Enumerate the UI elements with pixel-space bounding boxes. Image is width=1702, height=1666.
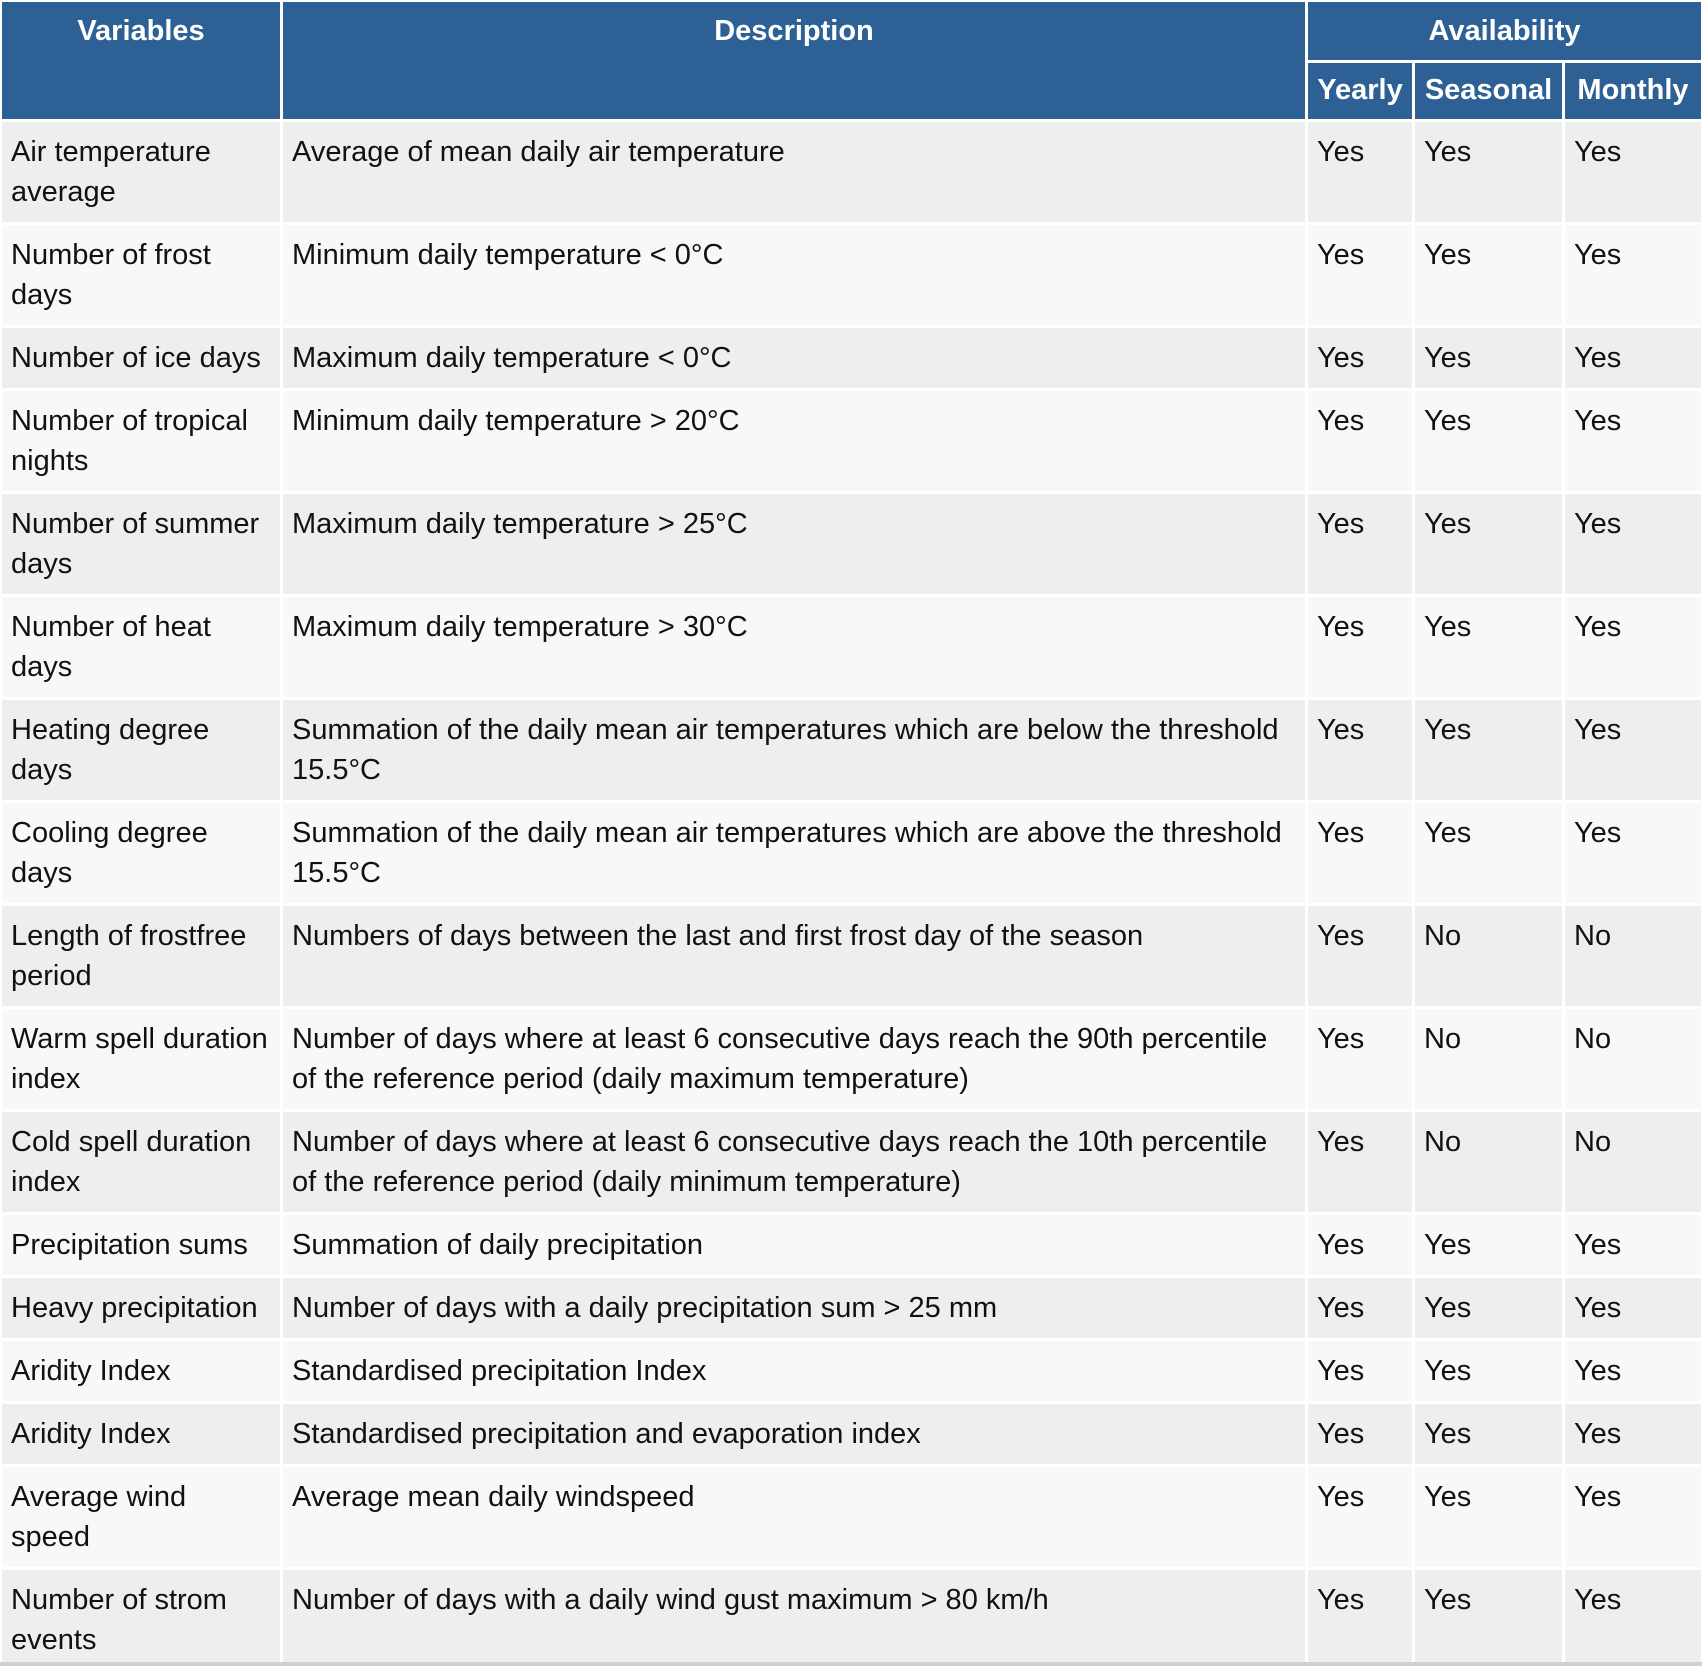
- cell-seasonal: Yes: [1415, 1404, 1562, 1464]
- cell-seasonal: Yes: [1415, 803, 1562, 903]
- header-yearly: Yearly: [1308, 63, 1412, 119]
- cell-description: Summation of daily precipitation: [283, 1215, 1305, 1275]
- cell-variable: Cooling degree days: [2, 803, 280, 903]
- cell-monthly: Yes: [1565, 1215, 1701, 1275]
- cell-yearly: Yes: [1308, 391, 1412, 491]
- table-row: [2, 803, 1701, 903]
- table-body: [2, 122, 1701, 1666]
- cell-yearly: Yes: [1308, 1467, 1412, 1567]
- cell-yearly: Yes: [1308, 1404, 1412, 1464]
- table-row: [2, 494, 1701, 594]
- cell-variable: Precipitation sums: [2, 1215, 280, 1275]
- table-row: [2, 391, 1701, 491]
- header-variables: Variables: [2, 2, 280, 119]
- cell-variable: Number of ice days: [2, 328, 280, 388]
- cell-description: Summation of the daily mean air temperatures which are above the threshold 15.5°C: [283, 803, 1305, 903]
- cell-yearly: Yes: [1308, 328, 1412, 388]
- cell-variable: Number of frost days: [2, 225, 280, 325]
- cell-description: Maximum daily temperature < 0°C: [283, 328, 1305, 388]
- cell-seasonal: Yes: [1415, 700, 1562, 800]
- header-seasonal: Seasonal: [1415, 63, 1562, 119]
- cell-seasonal: Yes: [1415, 1278, 1562, 1338]
- cell-monthly: Yes: [1565, 494, 1701, 594]
- cell-variable: Number of tropical nights: [2, 391, 280, 491]
- cell-seasonal: Yes: [1415, 494, 1562, 594]
- cell-seasonal: Yes: [1415, 328, 1562, 388]
- cell-variable: Warm spell duration index: [2, 1009, 280, 1109]
- cell-variable: Air temperature average: [2, 122, 280, 222]
- cell-seasonal: No: [1415, 1112, 1562, 1212]
- table-row: [2, 1467, 1701, 1567]
- header-availability: Availability: [1308, 2, 1701, 60]
- cell-variable: Heavy precipitation: [2, 1278, 280, 1338]
- cell-monthly: Yes: [1565, 122, 1701, 222]
- cell-variable: Heating degree days: [2, 700, 280, 800]
- table-row: [2, 122, 1701, 222]
- cell-seasonal: Yes: [1415, 225, 1562, 325]
- table-row: [2, 700, 1701, 800]
- cell-description: Number of days with a daily precipitation sum > 25 mm: [283, 1278, 1305, 1338]
- cell-yearly: Yes: [1308, 1009, 1412, 1109]
- table-row: [2, 1009, 1701, 1109]
- cell-variable: Average wind speed: [2, 1467, 280, 1567]
- cell-monthly: Yes: [1565, 1278, 1701, 1338]
- cell-yearly: Yes: [1308, 122, 1412, 222]
- cell-description: Standardised precipitation Index: [283, 1341, 1305, 1401]
- cell-yearly: Yes: [1308, 1112, 1412, 1212]
- cell-seasonal: Yes: [1415, 1215, 1562, 1275]
- cell-description: Standardised precipitation and evaporation index: [283, 1404, 1305, 1464]
- cell-yearly: Yes: [1308, 494, 1412, 594]
- cell-seasonal: Yes: [1415, 1570, 1562, 1666]
- cell-monthly: Yes: [1565, 803, 1701, 903]
- header-description: Description: [283, 2, 1305, 119]
- cell-description: Summation of the daily mean air temperatures which are below the threshold 15.5°C: [283, 700, 1305, 800]
- cell-yearly: Yes: [1308, 597, 1412, 697]
- header-monthly: Monthly: [1565, 63, 1701, 119]
- cell-variable: Cold spell duration index: [2, 1112, 280, 1212]
- cell-seasonal: No: [1415, 1009, 1562, 1109]
- cell-description: Maximum daily temperature > 25°C: [283, 494, 1305, 594]
- cell-monthly: Yes: [1565, 1467, 1701, 1567]
- cell-yearly: Yes: [1308, 225, 1412, 325]
- table-row: [2, 1215, 1701, 1275]
- table-row: [2, 328, 1701, 388]
- cell-monthly: Yes: [1565, 328, 1701, 388]
- cell-seasonal: Yes: [1415, 1467, 1562, 1567]
- cell-description: Numbers of days between the last and first frost day of the season: [283, 906, 1305, 1006]
- cell-variable: Aridity Index: [2, 1341, 280, 1401]
- cell-monthly: Yes: [1565, 1341, 1701, 1401]
- cell-seasonal: Yes: [1415, 1341, 1562, 1401]
- cell-yearly: Yes: [1308, 1570, 1412, 1666]
- table-header: [2, 2, 1701, 119]
- table-row: [2, 225, 1701, 325]
- table-row: [2, 597, 1701, 697]
- cell-description: Number of days where at least 6 consecutive days reach the 10th percentile of the reference period (daily minimum temperature): [283, 1112, 1305, 1212]
- table-row: [2, 1570, 1701, 1666]
- cell-description: Number of days with a daily wind gust maximum > 80 km/h: [283, 1570, 1305, 1666]
- cell-seasonal: Yes: [1415, 122, 1562, 222]
- cell-monthly: Yes: [1565, 1570, 1701, 1666]
- cell-description: Average of mean daily air temperature: [283, 122, 1305, 222]
- cell-description: Average mean daily windspeed: [283, 1467, 1305, 1567]
- table-row: [2, 1341, 1701, 1401]
- cell-description: Maximum daily temperature > 30°C: [283, 597, 1305, 697]
- cell-yearly: Yes: [1308, 803, 1412, 903]
- cell-variable: Number of strom events: [2, 1570, 280, 1666]
- cell-seasonal: Yes: [1415, 597, 1562, 697]
- cell-yearly: Yes: [1308, 1278, 1412, 1338]
- cell-variable: Number of heat days: [2, 597, 280, 697]
- cell-yearly: Yes: [1308, 1341, 1412, 1401]
- cell-description: Minimum daily temperature > 20°C: [283, 391, 1305, 491]
- cell-variable: Length of frostfree period: [2, 906, 280, 1006]
- cell-monthly: Yes: [1565, 391, 1701, 491]
- cell-yearly: Yes: [1308, 906, 1412, 1006]
- cell-monthly: Yes: [1565, 225, 1701, 325]
- cell-monthly: No: [1565, 1009, 1701, 1109]
- table-row: [2, 1404, 1701, 1464]
- cell-monthly: Yes: [1565, 700, 1701, 800]
- cell-seasonal: No: [1415, 906, 1562, 1006]
- cell-yearly: Yes: [1308, 1215, 1412, 1275]
- table-bottom-border: [0, 1662, 1702, 1666]
- table-row: [2, 906, 1701, 1006]
- cell-monthly: Yes: [1565, 597, 1701, 697]
- cell-monthly: Yes: [1565, 1404, 1701, 1464]
- cell-description: Number of days where at least 6 consecutive days reach the 90th percentile of the reference period (daily maximum temperature): [283, 1009, 1305, 1109]
- header-row: [2, 2, 1701, 60]
- cell-monthly: No: [1565, 1112, 1701, 1212]
- cell-yearly: Yes: [1308, 700, 1412, 800]
- cell-variable: Number of summer days: [2, 494, 280, 594]
- table-row: [2, 1112, 1701, 1212]
- cell-description: Minimum daily temperature < 0°C: [283, 225, 1305, 325]
- table-row: [2, 1278, 1701, 1338]
- cell-variable: Aridity Index: [2, 1404, 280, 1464]
- cell-seasonal: Yes: [1415, 391, 1562, 491]
- cell-monthly: No: [1565, 906, 1701, 1006]
